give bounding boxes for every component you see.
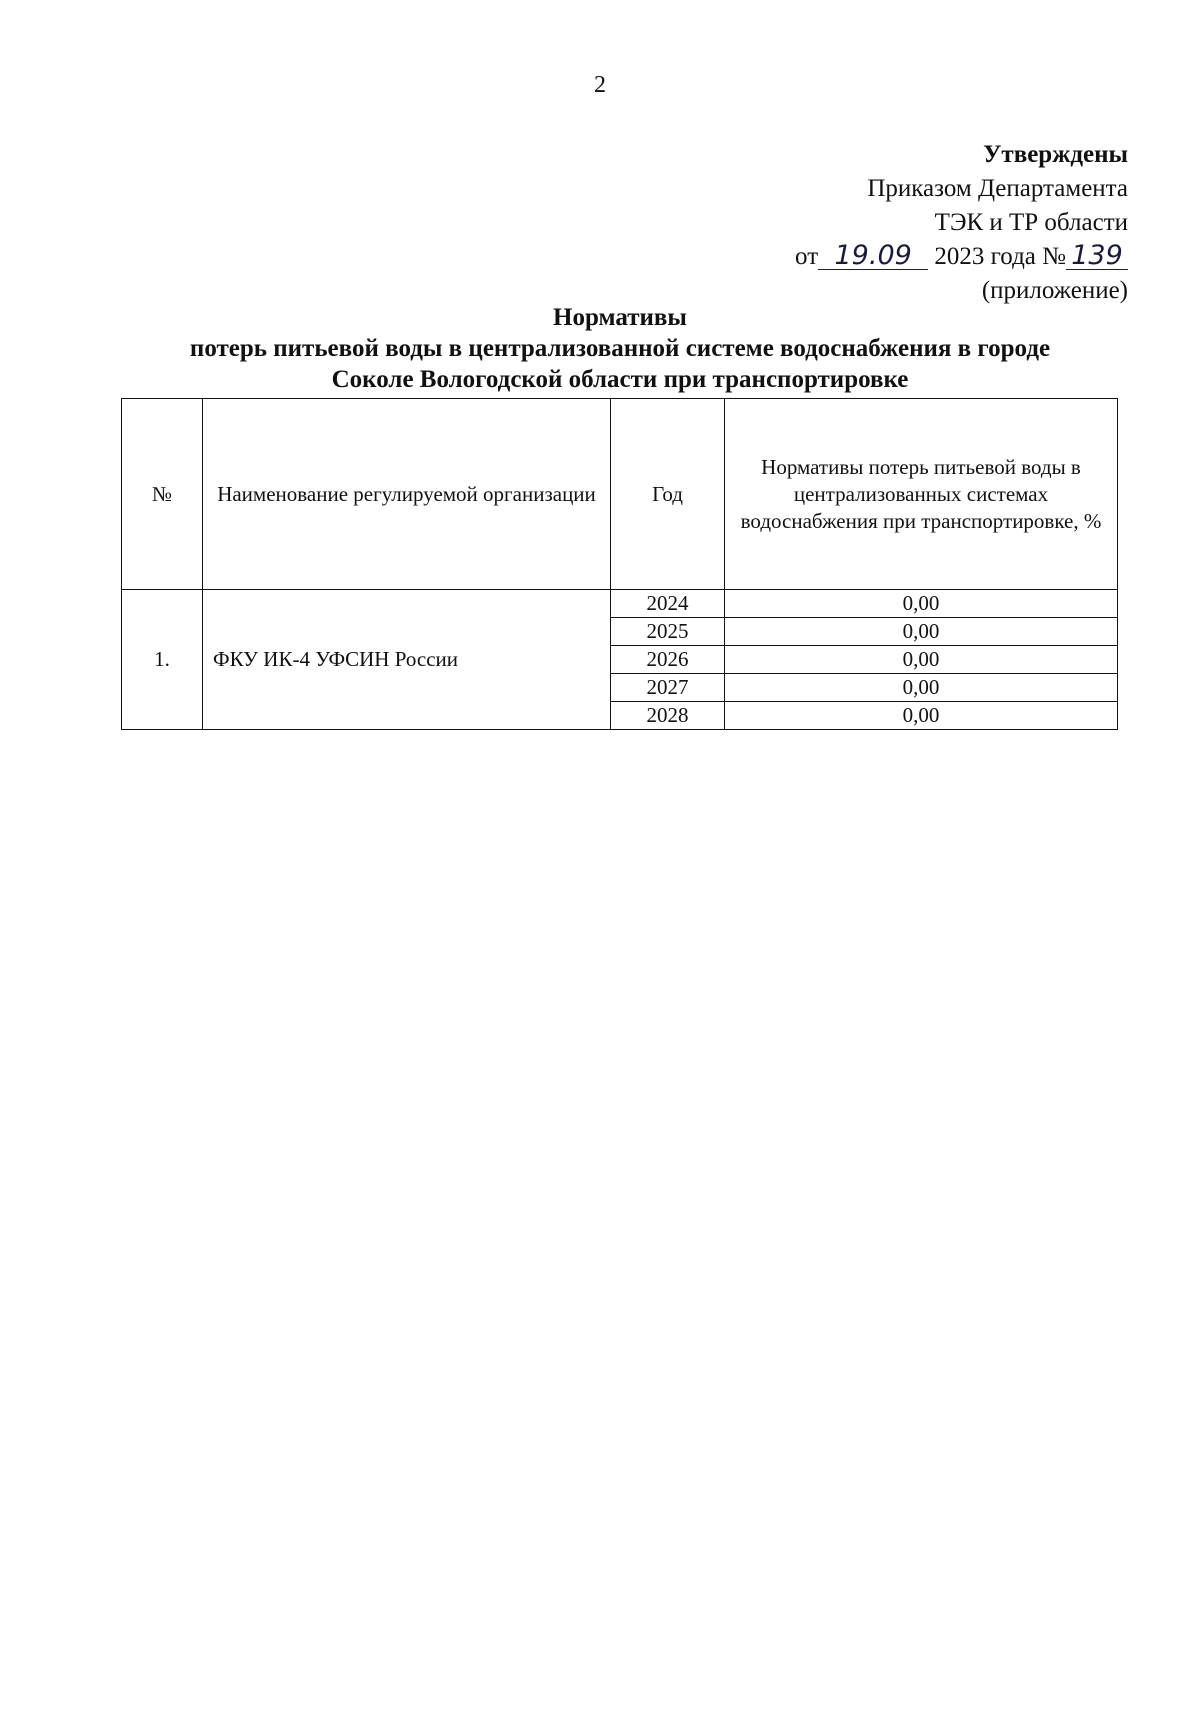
approval-date-line — [795, 240, 1128, 274]
year-text: 2023 года № — [934, 243, 1066, 270]
approval-note: (приложение) — [981, 277, 1128, 304]
header-org: Наименование регулируемой организации — [203, 399, 611, 590]
document-title — [100, 302, 1140, 395]
document-title-line-2: потерь питьевой воды в централизованной системе водоснабжения в городе — [189, 335, 1051, 362]
page-number: 2 — [594, 72, 606, 98]
value-cell: 0,00 — [725, 618, 1118, 646]
value-cell: 0,00 — [725, 590, 1118, 618]
year-cell: 2028 — [611, 702, 725, 730]
year-cell: 2027 — [611, 674, 725, 702]
header-num: № — [122, 399, 203, 590]
value-cell: 0,00 — [725, 674, 1118, 702]
header-year: Год — [611, 399, 725, 590]
value-cell: 0,00 — [725, 646, 1118, 674]
row-num: 1. — [122, 590, 203, 730]
header-norm: Нормативы потерь питьевой воды в централизованных системах водоснабжения при транспортировке, % — [725, 399, 1118, 590]
table-row — [122, 590, 1118, 618]
year-cell: 2026 — [611, 646, 725, 674]
year-cell: 2025 — [611, 618, 725, 646]
document-title-line-1: Нормативы — [553, 304, 687, 331]
approval-line-1: Приказом Департамента — [867, 175, 1128, 202]
approval-line-2: ТЭК и ТР области — [934, 209, 1128, 236]
row-org: ФКУ ИК-4 УФСИН России — [203, 590, 611, 730]
handwritten-date: 19.09 — [818, 243, 928, 270]
approval-block — [795, 138, 1128, 308]
table-header-row — [122, 399, 1118, 590]
handwritten-order-number: 139 — [1066, 243, 1128, 270]
norms-table — [121, 398, 1118, 730]
document-title-line-3: Соколе Вологодской области при транспортировке — [331, 366, 909, 393]
approval-title: Утверждены — [983, 141, 1128, 168]
date-prefix: от — [795, 243, 819, 270]
value-cell: 0,00 — [725, 702, 1118, 730]
year-cell: 2024 — [611, 590, 725, 618]
